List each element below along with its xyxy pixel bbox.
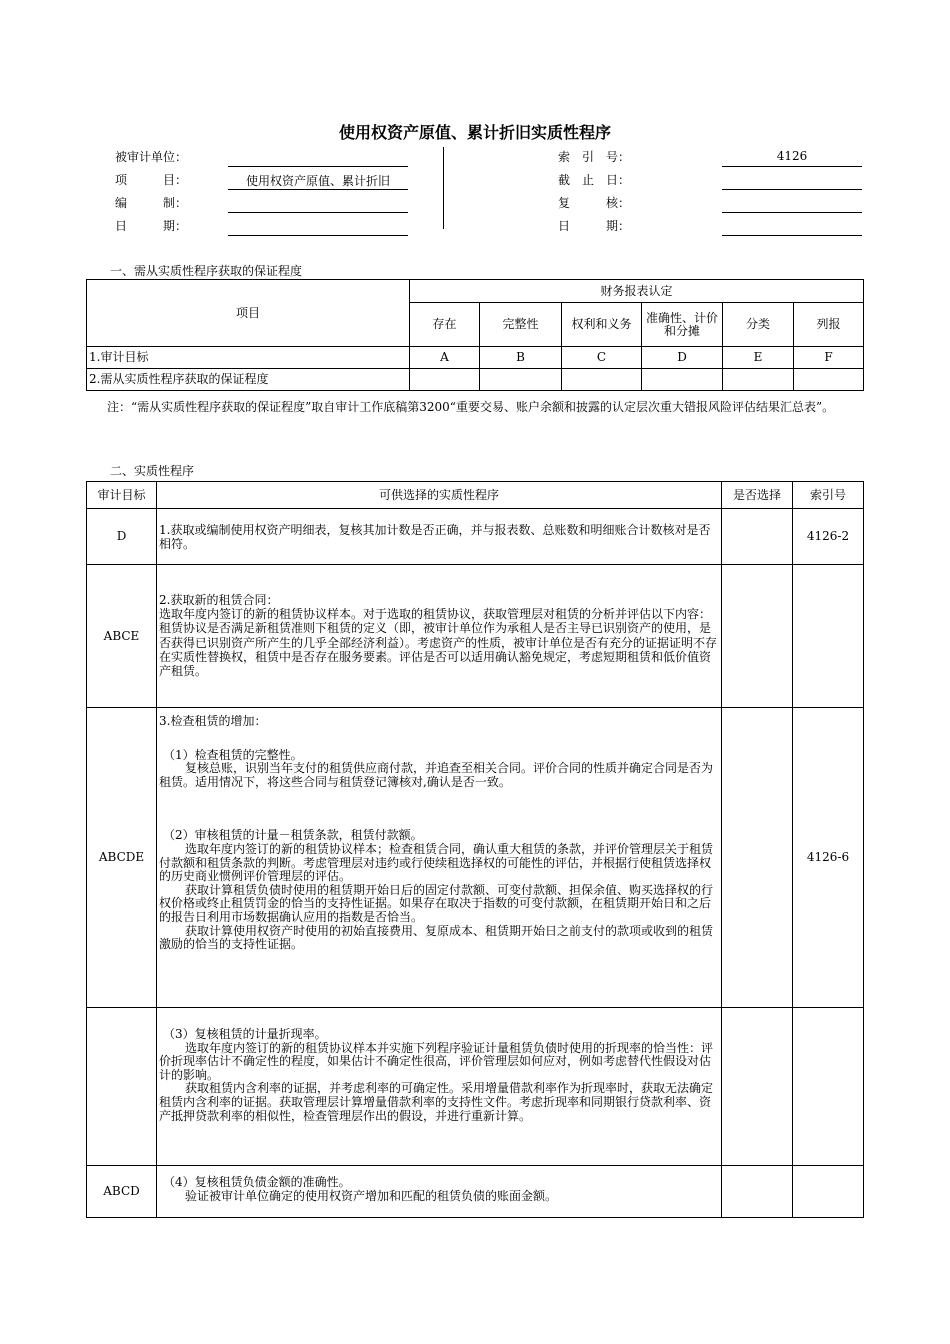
procedure-line: （2）审核租赁的计量－租赁条款，租赁付款额。 — [163, 828, 423, 843]
selected-column-header: 是否选择 — [722, 482, 793, 509]
assurance-cell[interactable] — [794, 369, 864, 391]
preparer-label: 编 制： — [115, 196, 188, 210]
assertion-valuation: 准确性、计价和分摊 — [642, 303, 723, 347]
auditee-field[interactable] — [228, 149, 408, 167]
item-field[interactable]: 使用权资产原值、累计折旧 — [228, 172, 408, 190]
procedure-selected-cell[interactable] — [722, 708, 793, 1008]
objective-b: B — [480, 347, 562, 369]
preparer-field[interactable] — [228, 195, 408, 213]
section2-heading: 二、实质性程序 — [110, 464, 195, 478]
procedure-objective — [87, 1008, 157, 1166]
procedure-objective: D — [87, 509, 157, 565]
procedure-line: 1.获取或编制使用权资产明细表，复核其加计数是否正确，并与报表数、总账数和明细账合计数核对是否相符。 — [159, 522, 711, 551]
procedures-table — [86, 481, 864, 1218]
assertion-completeness: 完整性 — [480, 303, 562, 347]
procedure-index: 4126-6 — [793, 708, 864, 1008]
auditee-label: 被审计单位： — [115, 150, 188, 164]
spacer — [159, 789, 719, 829]
procedure-line: 选取年度内签订的新的租赁协议样本。对于选取的租赁协议，获取管理层对租赁的分析并评估以下内容：租赁协议是否满足新租赁准则下租赁的定义（即，被审计单位作为承租人是否主导已识别资产的使用，是否获得已识别资产所产生的几乎全部经济利益）。考虑资产的性质，被审计单位是否有充分的证据证明不存在实质性替换权，租赁中是否存在服务要素。评估是否可以适用确认豁免规定，考虑短期租赁和低价值资产租赁。 — [159, 607, 718, 679]
assurance-row-label: 2.需从实质性程序获取的保证程度 — [87, 369, 410, 391]
procedure-line: 复核总账，识别当年支付的租赁供应商付款，并追查至相关合同。评价合同的性质并确定合同是否为租赁。适用情况下，将这些合同与租赁登记簿核对,确认是否一致。 — [159, 761, 714, 789]
reviewer-field[interactable] — [722, 195, 862, 213]
procedure-column-header: 可供选择的实质性程序 — [157, 482, 722, 509]
header-divider — [443, 147, 444, 229]
assertion-existence: 存在 — [410, 303, 480, 347]
objective-row-label: 1.审计目标 — [87, 347, 410, 369]
cutoff-date-field[interactable] — [722, 172, 862, 190]
reviewer-label: 复 核： — [558, 196, 631, 210]
procedure-line: 获取计算使用权资产时使用的初始直接费用、复原成本、租赁期开始日之前支付的款项或收到的租赁激励的恰当的支持性证据。 — [159, 923, 714, 952]
procedure-text — [157, 1166, 722, 1218]
procedure-line: 3.检查租赁的增加： — [159, 714, 267, 728]
item-column-header: 项目 — [87, 280, 410, 347]
objective-e: E — [723, 347, 794, 369]
assurance-cell[interactable] — [562, 369, 642, 391]
procedure-line: （3）复核租赁的计量折现率。 — [163, 1027, 327, 1041]
objective-column-header: 审计目标 — [87, 482, 157, 509]
procedure-line: 验证被审计单位确定的使用权资产增加和匹配的租赁负债的账面金额。 — [173, 1188, 558, 1203]
section1-heading: 一、需从实质性程序获取的保证程度 — [110, 264, 303, 278]
procedure-selected-cell[interactable] — [722, 509, 793, 565]
procedure-line: （4）复核租赁负债金额的准确性。 — [163, 1175, 351, 1189]
procedure-text — [157, 565, 722, 708]
procedure-index: 4126-2 — [793, 509, 864, 565]
assurance-cell[interactable] — [410, 369, 480, 391]
assertions-group-header: 财务报表认定 — [410, 280, 864, 303]
page-title: 使用权资产原值、累计折旧实质性程序 — [338, 123, 611, 142]
procedure-text — [157, 1008, 722, 1166]
procedure-index — [793, 1008, 864, 1166]
review-date-label: 日 期： — [558, 219, 631, 233]
objective-f: F — [794, 347, 864, 369]
procedure-line: 2.获取新的租赁合同： — [159, 593, 279, 607]
spacer — [159, 729, 719, 749]
procedure-selected-cell[interactable] — [722, 1166, 793, 1218]
assurance-cell[interactable] — [723, 369, 794, 391]
procedure-text — [157, 509, 722, 565]
assurance-cell[interactable] — [642, 369, 723, 391]
assertion-rights: 权利和义务 — [562, 303, 642, 347]
assurance-table — [86, 279, 864, 391]
procedure-line: 选取年度内签订的新的租赁协议样本；检查租赁合同，确认重大租赁的条款，并评价管理层关于租赁付款额和租赁条款的判断。考虑管理层对违约或行使续租选择权的可能性的评估，并根据行使租赁选择权的历史商业惯例评价管理层的评估。 — [159, 841, 714, 884]
index-column-header: 索引号 — [793, 482, 864, 509]
procedure-selected-cell[interactable] — [722, 565, 793, 708]
procedure-objective: ABCDE — [87, 708, 157, 1008]
index-no-field[interactable]: 4126 — [722, 149, 862, 167]
prepare-date-label: 日 期： — [115, 219, 188, 233]
procedure-objective: ABCE — [87, 565, 157, 708]
objective-d: D — [642, 347, 723, 369]
assurance-cell[interactable] — [480, 369, 562, 391]
review-date-field[interactable] — [722, 218, 862, 236]
objective-c: C — [562, 347, 642, 369]
procedure-index — [793, 1166, 864, 1218]
procedure-line: 选取年度内签订的新的租赁协议样本并实施下列程序验证计量租赁负债时使用的折现率的恰当性：评价折现率估计不确定性的程度，如果估计不确定性很高，评价管理层如何应对，例如考虑替代性假设对估计的影响。 — [159, 1040, 714, 1082]
procedure-index — [793, 565, 864, 708]
objective-a: A — [410, 347, 480, 369]
assertion-classification: 分类 — [723, 303, 794, 347]
cutoff-date-label: 截 止 日： — [558, 173, 631, 187]
procedure-objective: ABCD — [87, 1166, 157, 1218]
procedure-line: （1）检查租赁的完整性。 — [163, 747, 303, 762]
item-label: 项 目： — [115, 173, 188, 187]
prepare-date-field[interactable] — [228, 218, 408, 236]
assertion-presentation: 列报 — [794, 303, 864, 347]
procedure-text — [157, 708, 722, 1008]
procedure-line: 获取计算租赁负债时使用的租赁期开始日后的固定付款额、可变付款额、担保余值、购买选择权的行权价格或终止租赁罚金的恰当的支持性证据。如果存在取决于指数的可变付款额，在租赁期开始日和之后的报告日利用市场数据确认应用的指数是否恰当。 — [159, 882, 714, 924]
procedure-line: 获取租赁内含利率的证据，并考虑利率的可确定性。采用增量借款利率作为折现率时，获取无法确定租赁内含利率的证据。获取管理层计算增量借款利率的支持性文件。考虑折现率和同期银行贷款利率、资产抵押贷款利率的相似性，检查管理层作出的假设，并进行重新计算。 — [159, 1081, 714, 1123]
index-no-label: 索 引 号： — [558, 150, 631, 164]
section1-note: 注：“需从实质性程序获取的保证程度”取自审计工作底稿第3200“重要交易、账户余额和披露的认定层次重大错报风险评估结果汇总表”。 — [107, 400, 835, 414]
procedure-selected-cell[interactable] — [722, 1008, 793, 1166]
